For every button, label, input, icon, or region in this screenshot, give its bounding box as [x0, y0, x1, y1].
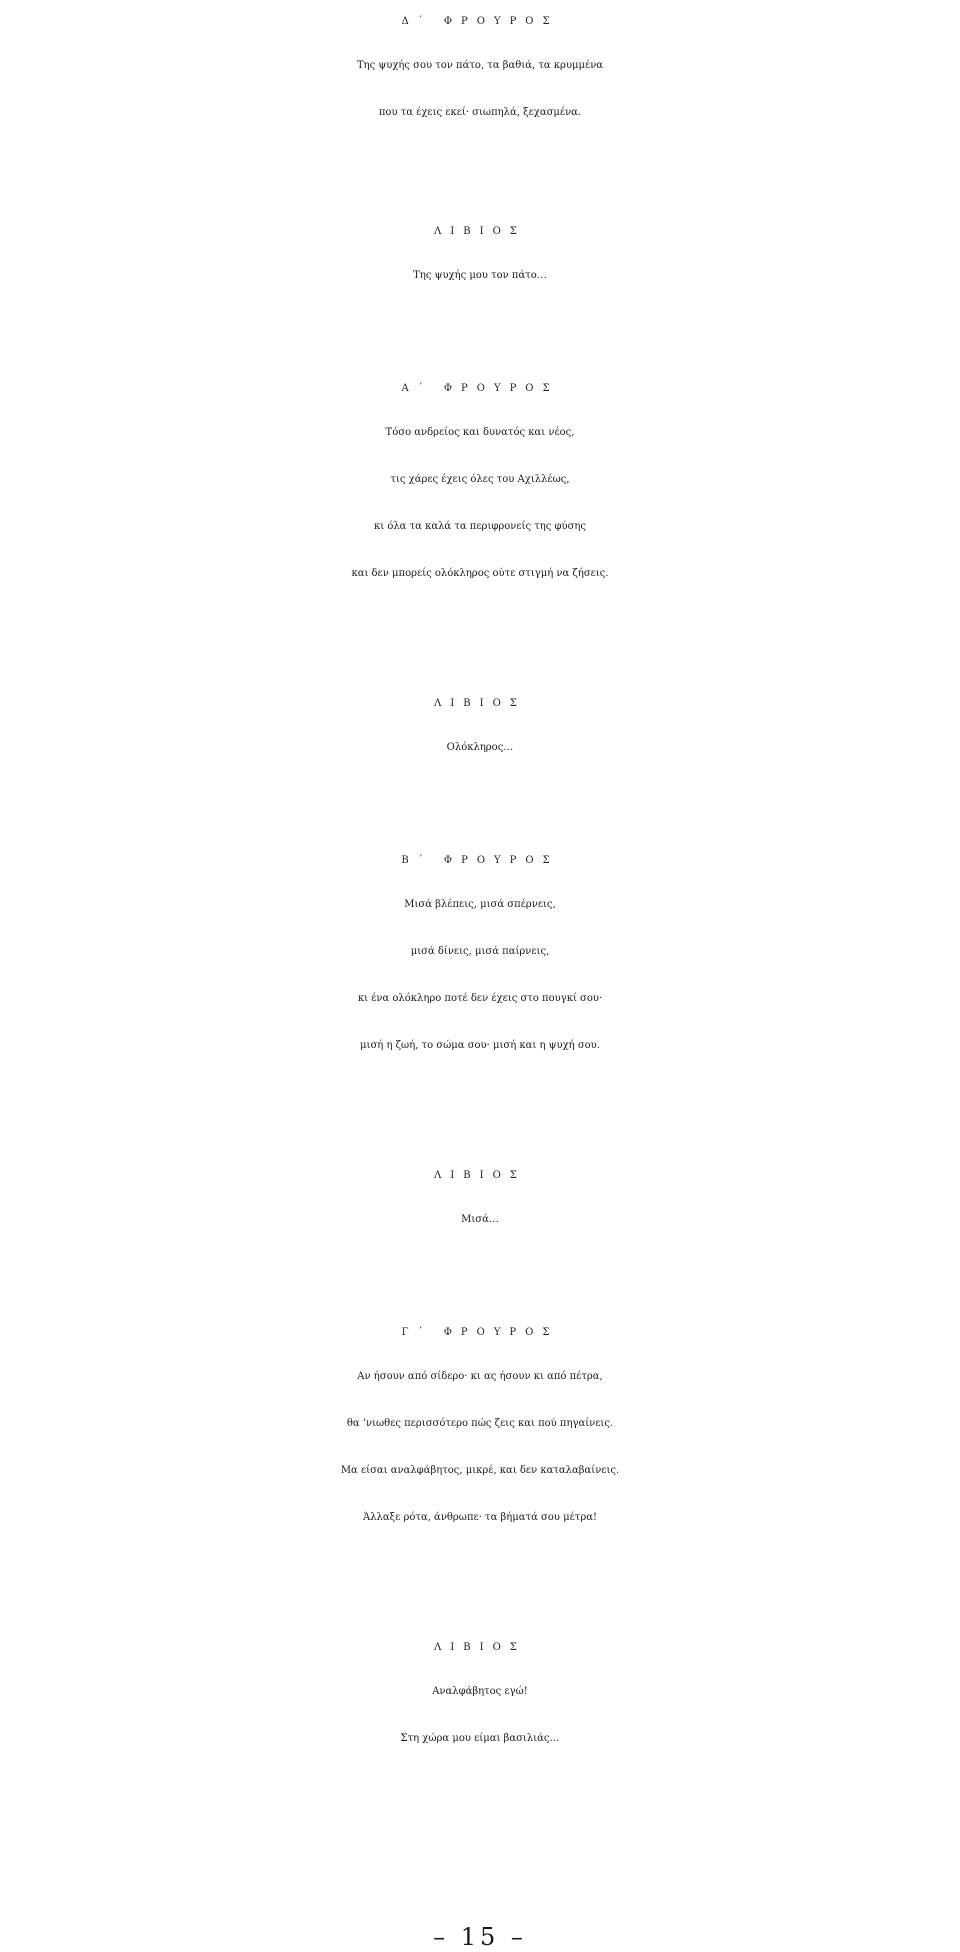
verse-line: Μα είσαι αναλφάβητος, μικρέ, και δεν καταλαβαίνεις. [340, 1465, 620, 1476]
verse-line: μισή η ζωή, το σώμα σου· μισή και η ψυχή σου. [360, 1040, 600, 1051]
stanza-livios-1 [0, 212, 960, 299]
speaker-name: ΛΙΒΙΟΣ [434, 226, 526, 237]
speaker-name: Δ΄ ΦΡΟΥΡΟΣ [401, 16, 559, 27]
verse-line: Αν ήσουν από σίδερο· κι ας ήσουν κι από πέτρα, [357, 1371, 603, 1382]
speaker-name: ΛΙΒΙΟΣ [434, 698, 526, 709]
verse-line: Της ψυχής σου τον πάτο, τα βαθιά, τα κρυμμένα [356, 60, 604, 71]
stanza-g-guard [0, 1313, 960, 1541]
verse-line: κι όλα τα καλά τα περιφρονείς της φύσης [373, 521, 587, 532]
verse-line: Τόσο ανδρείος και δυνατός και νέος, [385, 427, 575, 438]
speaker-name: ΛΙΒΙΟΣ [434, 1642, 526, 1653]
verse-line: Μισά… [461, 1214, 499, 1225]
speaker-name: ΛΙΒΙΟΣ [434, 1170, 526, 1181]
speaker-name: Β΄ ΦΡΟΥΡΟΣ [401, 855, 559, 866]
stanza-b-guard [0, 841, 960, 1069]
verse-line: Άλλαξε ρότα, άνθρωπε· τα βήματά σου μέτρα! [363, 1512, 597, 1523]
verse-line: μισά δίνεις, μισά παίρνεις, [410, 946, 550, 957]
stanza-livios-3 [0, 1156, 960, 1243]
speaker-name: Α΄ ΦΡΟΥΡΟΣ [401, 383, 559, 394]
verse-line: Αναλφάβητος εγώ! [432, 1686, 528, 1697]
verse-line: τις χάρες έχεις όλες του Αχιλλέως, [390, 474, 570, 485]
verse-line: Μισά βλέπεις, μισά σπέρνεις, [404, 899, 556, 910]
stanza-livios-4 [0, 1628, 960, 1762]
verse-line: θα ’νιωθες περισσότερο πώς ζεις και πού πηγαίνεις. [346, 1418, 614, 1429]
verse-line: Ολόκληρος… [446, 742, 514, 753]
stanza-d-guard [0, 2, 960, 136]
stanza-livios-2 [0, 684, 960, 771]
verse-line: κι ένα ολόκληρο ποτέ δεν έχεις στο πουγκί σου· [357, 993, 603, 1004]
verse-line: που τα έχεις εκεί· σιωπηλά, ξεχασμένα. [378, 107, 582, 118]
page-number: – 15 – [433, 1923, 527, 1951]
verse-line: Στη χώρα μου είμαι βασιλιάς… [400, 1733, 560, 1744]
verse-line: και δεν μπορείς ολόκληρος ούτε στιγμή να ζήσεις. [351, 568, 609, 579]
speaker-name: Γ΄ ΦΡΟΥΡΟΣ [401, 1327, 559, 1338]
stanza-a-guard [0, 369, 960, 597]
verse-line: Της ψυχής μου τον πάτο… [413, 270, 547, 281]
